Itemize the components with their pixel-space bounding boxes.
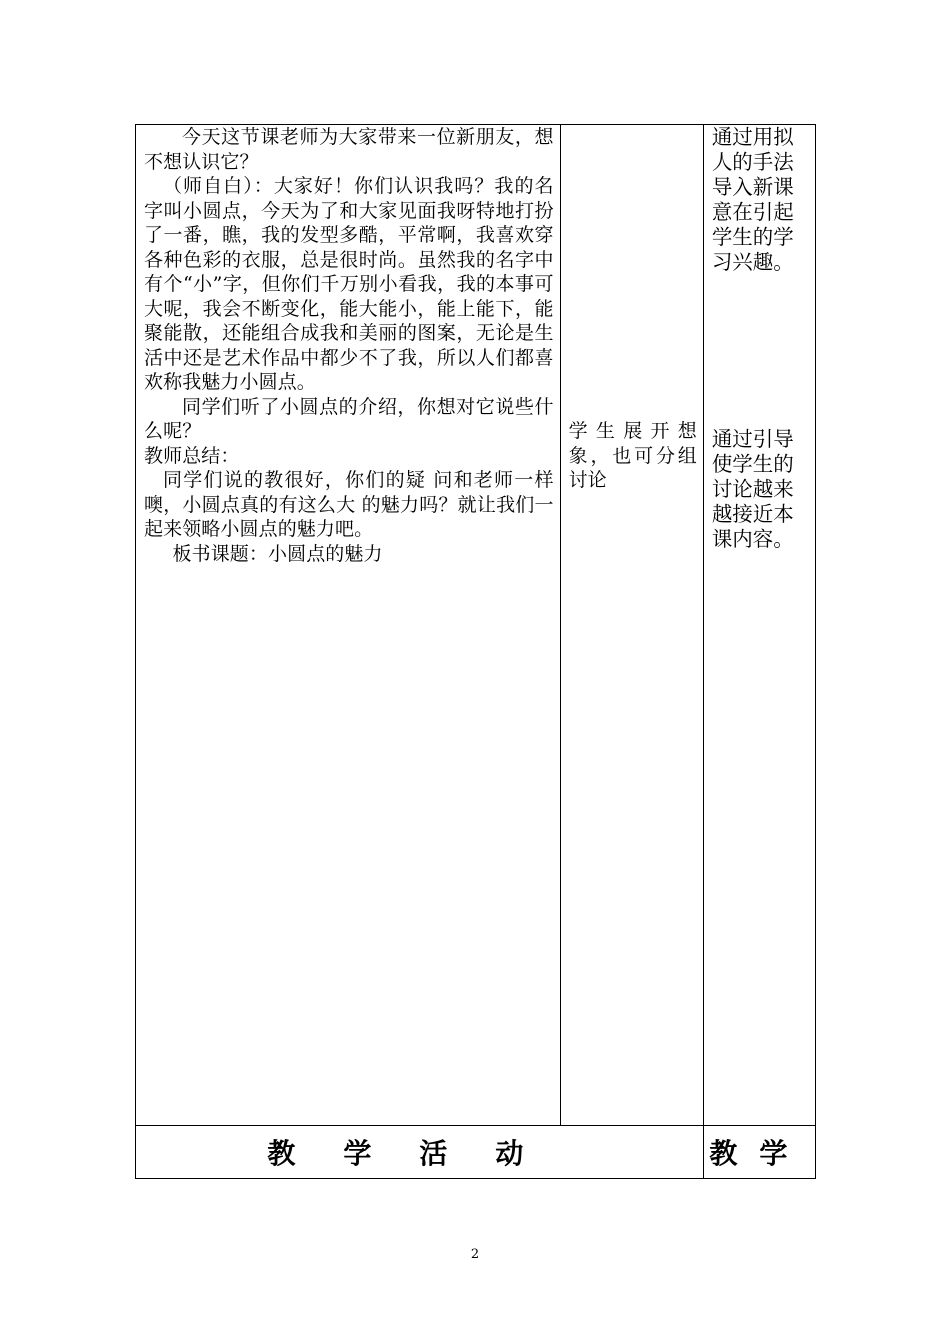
paragraph-board-title: 板书课题：小圆点的魅力 <box>172 542 383 565</box>
paragraph-monologue: （师自白）：大家好！你们认识我吗？我的名字叫小圆点，今天为了和大家见面我呀特地打扮了一番，瞧，我的发型多酷，平常啊，我喜欢穿各种色彩的衣服，总是很时尚。虽然我的名字中有个“小”字，但你们千万别小看我，我的本事可大呢，我会不断变化，能大能小，能上能下，能聚能散，还能组合成我和美丽的图案，无论是生活中还是艺术作品中都少不了我，所以人们都喜欢称我魅力小圆点。 <box>144 175 554 393</box>
design-intent-2: 通过引导使学生的讨论越来越接近本课内容。 <box>711 427 794 551</box>
lesson-plan-table <box>135 124 816 1179</box>
paragraph-summary-label: 教师总结： <box>144 444 240 467</box>
student-activity-cell <box>560 125 703 1126</box>
header-row <box>136 1126 816 1179</box>
design-intent-cell <box>703 125 815 1126</box>
design-intent-text <box>704 125 815 552</box>
student-activity-text: 学生展开想象，也可分组讨论 <box>568 420 697 491</box>
content-row <box>136 125 816 1126</box>
teaching-header: 教学 <box>703 1126 815 1179</box>
teacher-activity-cell <box>136 125 561 1126</box>
page-number: 2 <box>470 1247 480 1262</box>
design-intent-1: 通过用拟人的手法导入新课意在引起学生的学习兴趣。 <box>711 125 794 274</box>
teacher-activity-text <box>136 125 560 566</box>
teaching-activity-header: 教学活动 <box>136 1126 704 1179</box>
paragraph-question: 同学们听了小圆点的介绍，你想对它说些什么呢？ <box>144 395 554 442</box>
paragraph-summary: 同学们说的教很好，你们的疑 问和老师一样噢，小圆点真的有这么大 的魅力吗？就让我们一起来领略小圆点的魅力吧。 <box>144 469 554 540</box>
paragraph-intro: 今天这节课老师为大家带来一位新朋友，想不想认识它？ <box>144 126 554 173</box>
